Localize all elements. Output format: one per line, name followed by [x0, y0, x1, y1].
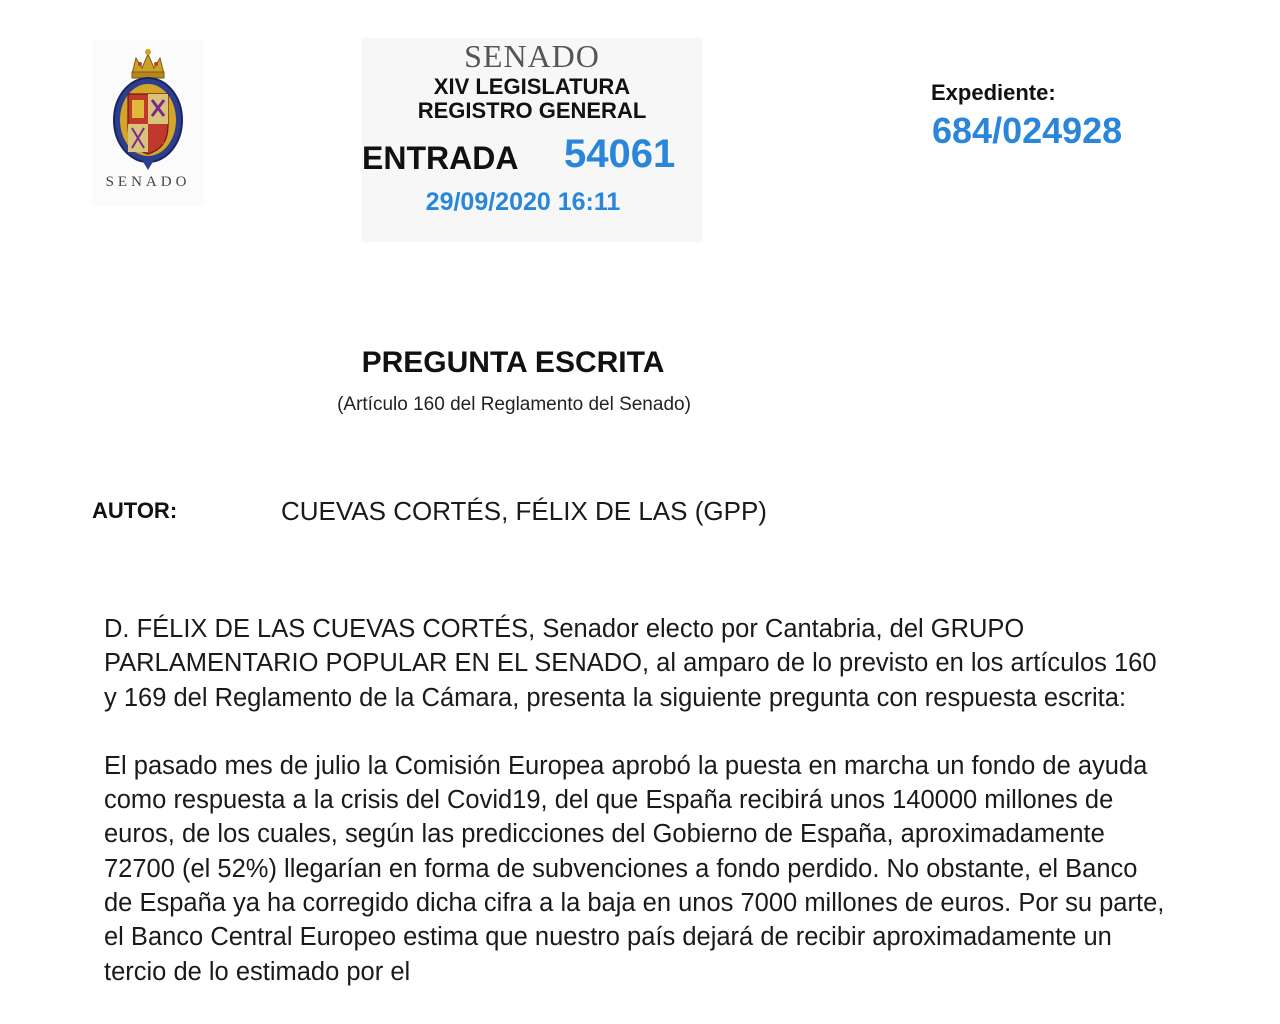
body-paragraph-intro: D. FÉLIX DE LAS CUEVAS CORTÉS, Senador electo por Cantabria, del GRUPO PARLAMENTARIO POPULAR EN EL SENADO, al amparo de lo previsto en los artículos 160 y 169 del Reglamento de la Cámara, presenta la siguiente pregunta con respuesta escrita: [104, 615, 1157, 712]
document-subtitle: (Artículo 160 del Reglamento del Senado) [337, 394, 691, 415]
stamp-entrada-number: 54061 [564, 132, 676, 176]
document-body [104, 612, 1172, 1023]
stamp-institution: SENADO [464, 38, 600, 74]
stamp-legislatura: XIV LEGISLATURA [433, 74, 631, 99]
author-name: CUEVAS CORTÉS, FÉLIX DE LAS (GPP) [281, 496, 767, 526]
expediente-number: 684/024928 [932, 110, 1123, 151]
stamp-datetime: 29/09/2020 16:11 [425, 188, 621, 216]
stamp-registro: REGISTRO GENERAL [417, 98, 647, 123]
royal-coat-of-arms-icon [102, 44, 194, 176]
author-label: AUTOR: [92, 498, 178, 523]
document-title: PREGUNTA ESCRITA [361, 346, 665, 379]
logo-caption: SENADO [105, 174, 191, 190]
expediente-label: Expediente: [931, 80, 1056, 105]
registry-stamp [362, 38, 702, 242]
senado-logo [92, 40, 204, 206]
body-paragraph-context: El pasado mes de julio la Comisión Europea aprobó la puesta en marcha un fondo de ayuda como respuesta a la crisis del Covid19, del que España recibirá unos 140000 millones de euros, de los cuales, según las predicciones del Gobierno de España, aproximadamente 72700 (el 52%) llegarían en forma de subvenciones a fondo perdido. No obstante, el Banco de España ya ha corregido dicha cifra a la baja en unos 7000 millones de euros. Por su parte, el Banco Central Europeo estima que nuestro país dejará de recibir aproximadamente un tercio de lo estimado por el [104, 751, 1165, 986]
stamp-entrada-label: ENTRADA [362, 140, 519, 176]
